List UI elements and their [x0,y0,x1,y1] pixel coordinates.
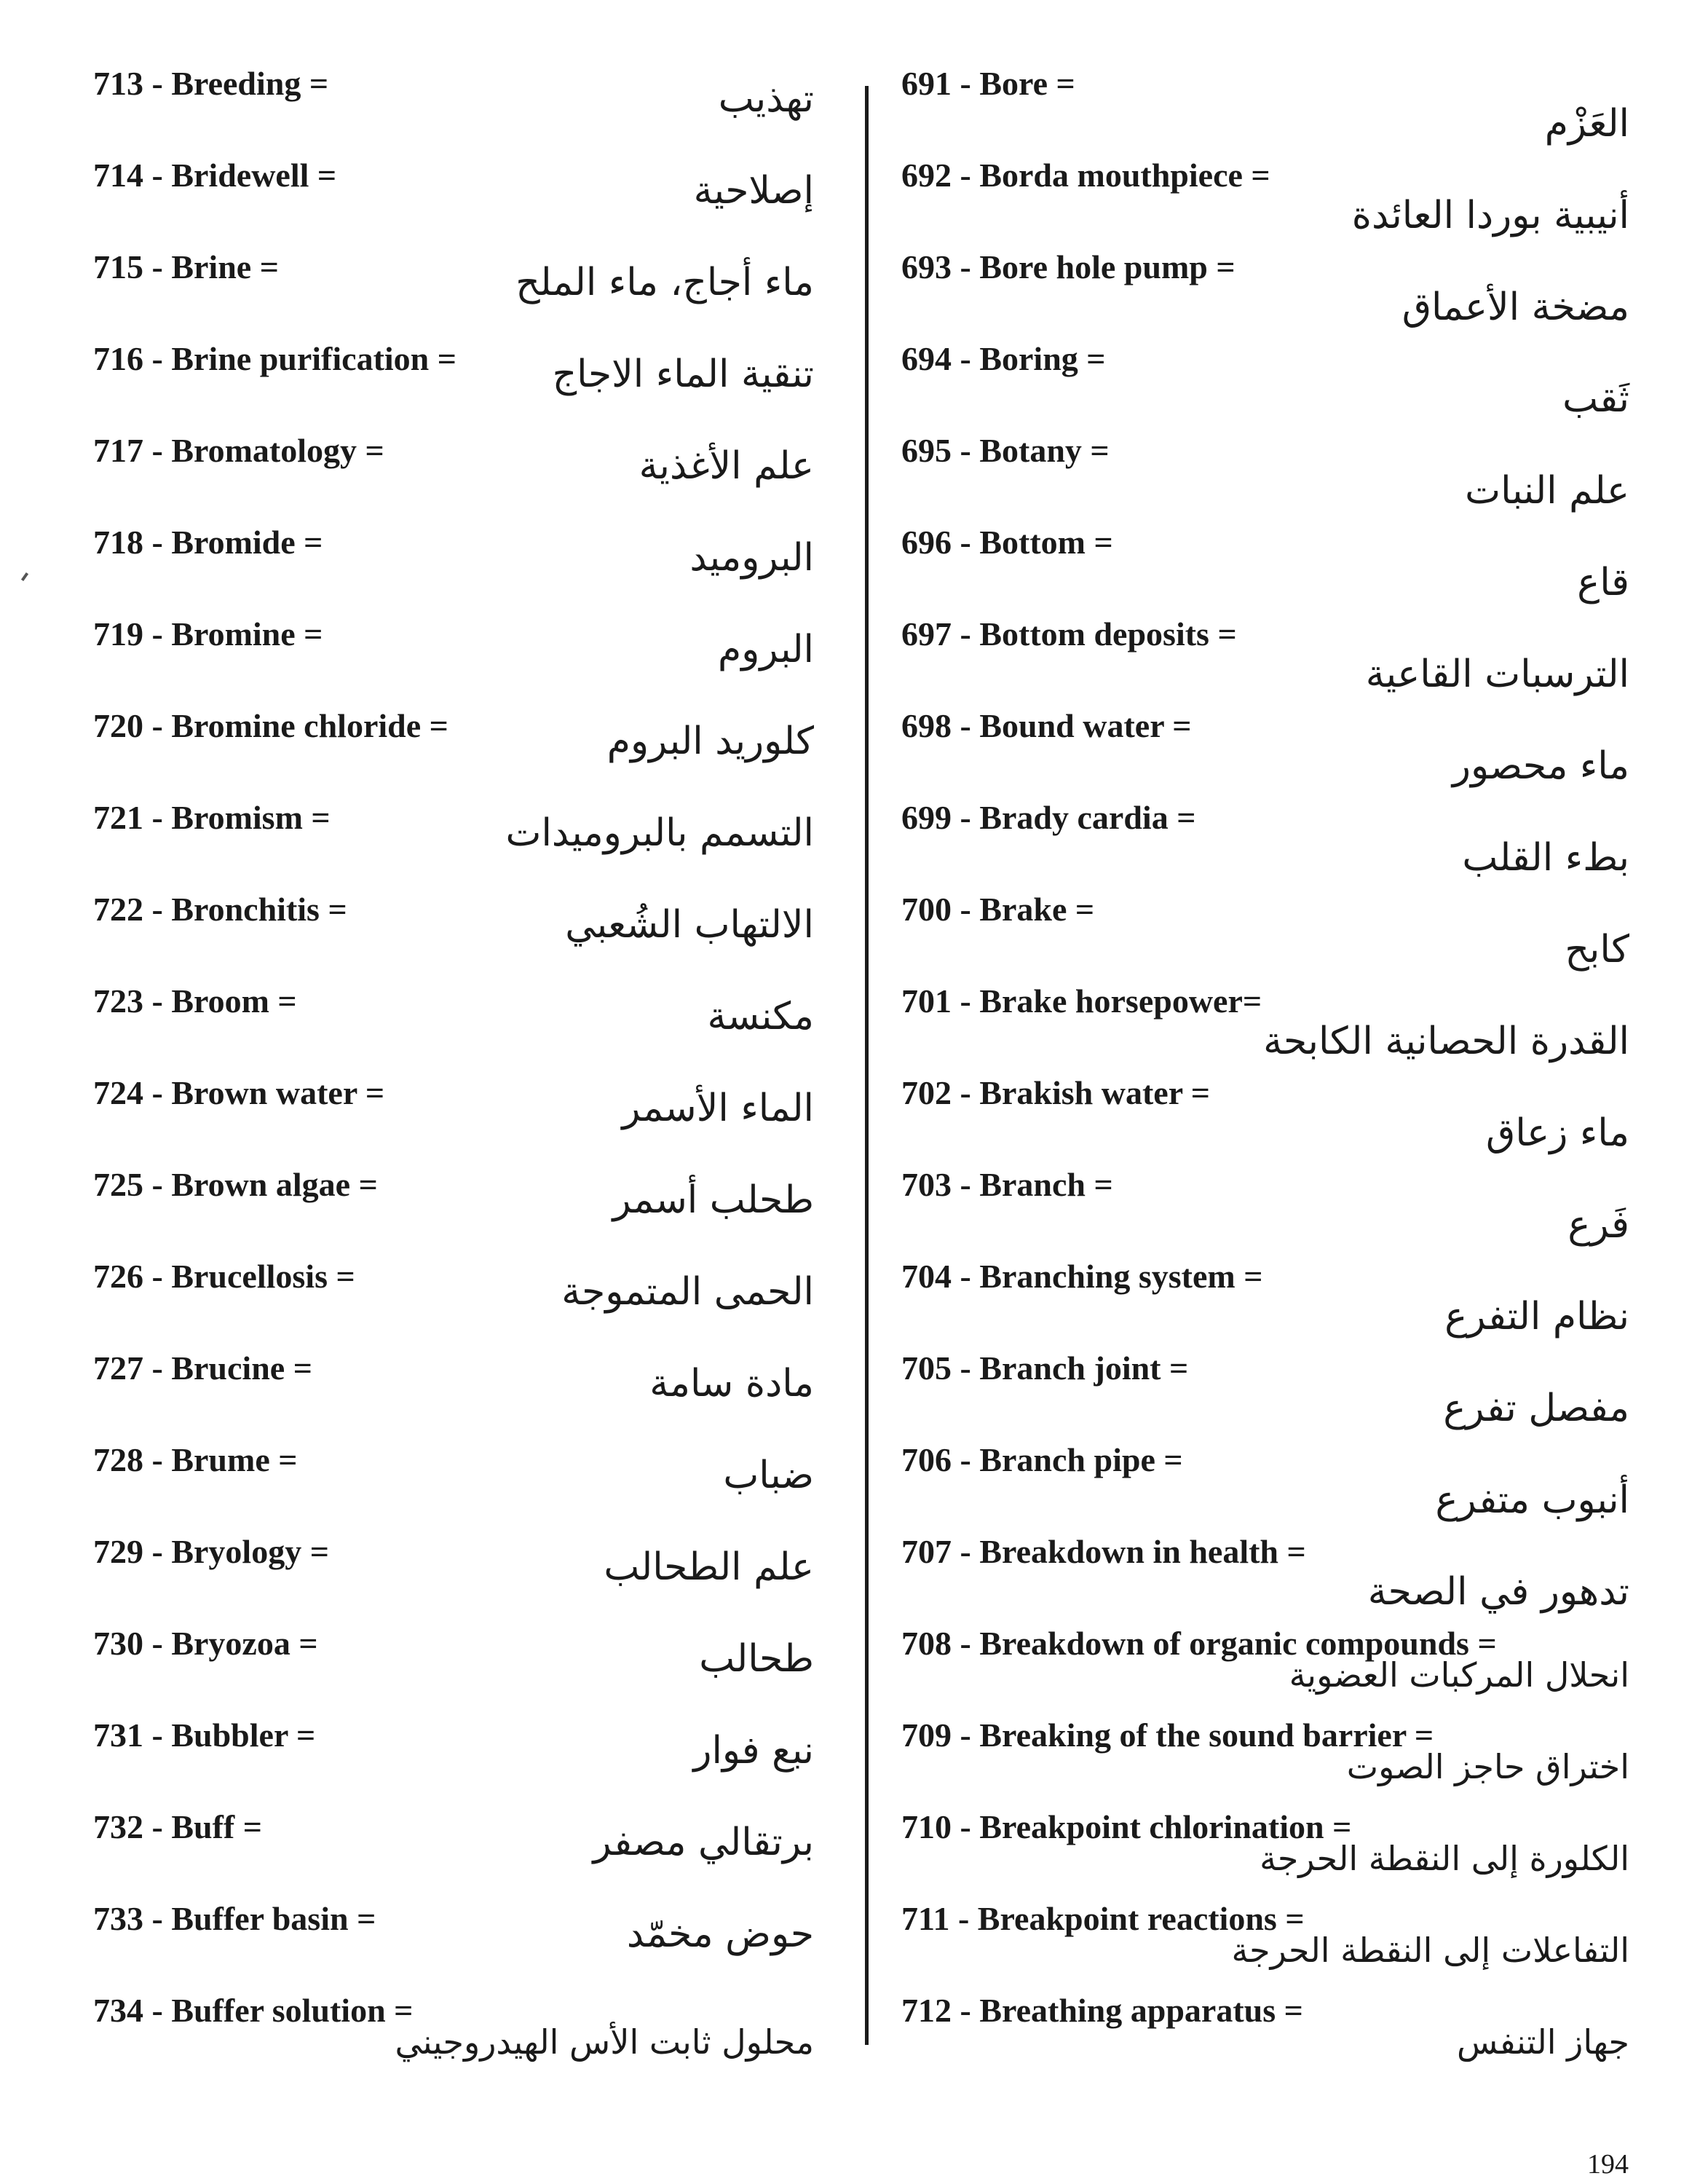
arabic-translation: مفصل تفرع [1443,1387,1629,1430]
english-term: 697 - Bottom deposits = [901,615,1237,653]
arabic-translation: نبع فوار [693,1729,814,1773]
arabic-translation: حوض مخمّد [626,1912,814,1956]
glossary-entry [901,1168,1629,1260]
english-term: 733 - Buffer basin = [93,1900,376,1937]
english-term: 713 - Breeding = [93,65,329,102]
arabic-translation: البروميد [689,536,814,580]
english-term: 703 - Branch = [901,1166,1113,1203]
english-term: 729 - Bryology = [93,1533,329,1570]
english-term: 699 - Brady cardia = [901,799,1196,836]
arabic-translation: ماء أجاج، ماء الملح [515,261,814,304]
english-term: 734 - Buffer solution = [93,1992,414,2029]
glossary-entry [901,342,1629,434]
arabic-translation: طحالب [699,1637,814,1681]
arabic-translation: علم النبات [1465,469,1629,513]
english-term: 708 - Breakdown of organic compounds = [901,1625,1497,1662]
english-term: 730 - Bryozoa = [93,1625,318,1662]
english-term: 726 - Brucellosis = [93,1258,355,1295]
arabic-translation: علم الطحالب [604,1545,814,1589]
arabic-translation: ماء زعاق [1485,1111,1629,1155]
english-term: 714 - Bridewell = [93,157,337,194]
glossary-entry [93,1994,821,2086]
english-term: 728 - Brume = [93,1441,298,1478]
left-glossary-column [93,67,821,2086]
glossary-entry [901,1260,1629,1352]
arabic-translation: ضباب [723,1454,814,1497]
glossary-entry [901,159,1629,251]
glossary-entry [93,1168,821,1260]
arabic-translation: أنيبية بوردا العائدة [1351,194,1629,237]
glossary-entry [901,1535,1629,1627]
arabic-translation: مكنسة [707,995,814,1038]
glossary-entry [93,1260,821,1352]
glossary-entry [93,615,821,709]
glossary-entry [901,615,1629,709]
arabic-translation: القدرة الحصانية الكابحة [1263,1020,1629,1063]
english-term: 721 - Bromism = [93,799,331,836]
english-term: 696 - Bottom = [901,524,1113,561]
arabic-translation: الماء الأسمر [622,1087,814,1130]
english-term: 725 - Brown algae = [93,1166,378,1203]
arabic-translation: اختراق حاجز الصوت [1346,1747,1629,1786]
arabic-translation: الكلورة إلى النقطة الحرجة [1260,1839,1629,1878]
right-glossary-column [901,67,1629,2086]
arabic-translation: تهذيب [718,77,814,121]
glossary-entry [901,1076,1629,1168]
glossary-entry [93,1716,821,1810]
english-term: 722 - Bronchitis = [93,891,347,928]
english-term: 705 - Branch joint = [901,1349,1189,1387]
english-term: 707 - Breakdown in health = [901,1533,1306,1570]
glossary-entry [901,1716,1629,1810]
page-number: 194 [1587,2149,1629,2180]
arabic-translation: علم الأغذية [639,444,814,488]
english-term: 719 - Bromine = [93,615,323,653]
english-term: 694 - Boring = [901,340,1106,377]
glossary-entry [93,67,821,159]
glossary-entry [901,1349,1629,1443]
english-term: 701 - Brake horsepower= [901,982,1262,1020]
glossary-entry [93,342,821,434]
glossary-entry [93,526,821,618]
glossary-entry [93,893,821,985]
glossary-entry [93,1443,821,1535]
english-term: 709 - Breaking of the sound barrier = [901,1716,1434,1754]
arabic-translation: مادة سامة [649,1362,814,1406]
english-term: 695 - Botany = [901,432,1110,469]
glossary-entry [93,801,821,893]
english-term: 692 - Borda mouthpiece = [901,157,1270,194]
english-term: 706 - Branch pipe = [901,1441,1183,1478]
glossary-entry [93,159,821,251]
english-term: 691 - Bore = [901,65,1075,102]
arabic-translation: قاع [1577,561,1629,604]
english-term: 727 - Brucine = [93,1349,312,1387]
english-term: 723 - Broom = [93,982,297,1020]
english-term: 710 - Breakpoint chlorination = [901,1808,1352,1845]
glossary-entry [901,893,1629,985]
arabic-translation: ماء محصور [1452,744,1629,788]
glossary-entry [93,1349,821,1443]
arabic-translation: الحمى المتموجة [561,1270,814,1314]
english-term: 693 - Bore hole pump = [901,248,1236,285]
english-term: 724 - Brown water = [93,1074,385,1111]
arabic-translation: جهاز التنفس [1457,2022,1629,2062]
glossary-entry [901,709,1629,801]
arabic-translation: انحلال المركبات العضوية [1289,1655,1629,1695]
glossary-entry [93,1627,821,1719]
glossary-entry [901,1902,1629,1994]
arabic-translation: تدهور في الصحة [1367,1570,1629,1614]
english-term: 711 - Breakpoint reactions = [901,1900,1305,1937]
english-term: 720 - Bromine chloride = [93,707,448,744]
english-term: 704 - Branching system = [901,1258,1263,1295]
arabic-translation: العَزْم [1544,102,1629,146]
glossary-entry [93,982,821,1076]
stray-pen-mark [21,572,28,581]
arabic-translation: برتقالي مصفر [593,1821,814,1864]
glossary-entry [93,709,821,801]
glossary-entry [901,1810,1629,1902]
arabic-translation: البروم [718,628,814,671]
glossary-entry [901,801,1629,893]
arabic-translation: التفاعلات إلى النقطة الحرجة [1231,1931,1629,1970]
english-term: 700 - Brake = [901,891,1095,928]
arabic-translation: طحلب أسمر [612,1178,814,1222]
arabic-translation: إصلاحية [693,169,814,213]
arabic-translation: ثَقب [1562,377,1629,421]
english-term: 702 - Brakish water = [901,1074,1211,1111]
arabic-translation: فَرع [1567,1203,1629,1247]
arabic-translation: الالتهاب الشُعبي [565,903,814,947]
arabic-translation: تنقية الماء الاجاج [552,352,814,396]
arabic-translation: الترسبات القاعية [1365,653,1629,696]
arabic-translation: نظام التفرع [1444,1295,1629,1339]
glossary-entry [901,526,1629,618]
glossary-entry [93,248,821,342]
english-term: 731 - Bubbler = [93,1716,316,1754]
arabic-translation: بطء القلب [1462,836,1629,880]
english-term: 715 - Brine = [93,248,279,285]
glossary-entry [901,1443,1629,1535]
arabic-translation: مضخة الأعماق [1401,285,1629,329]
english-term: 732 - Buff = [93,1808,262,1845]
arabic-translation: التسمم بالبروميدات [505,811,814,855]
glossary-entry [901,67,1629,159]
english-term: 712 - Breathing apparatus = [901,1992,1303,2029]
arabic-translation: كلوريد البروم [606,720,814,763]
glossary-entry [93,434,821,526]
glossary-entry [901,1994,1629,2086]
english-term: 718 - Bromide = [93,524,323,561]
english-term: 698 - Bound water = [901,707,1192,744]
glossary-entry [93,1076,821,1168]
arabic-translation: كابح [1565,928,1629,971]
glossary-entry [901,248,1629,342]
glossary-entry [901,434,1629,526]
glossary-entry [93,1902,821,1994]
glossary-entry [93,1535,821,1627]
glossary-entry [901,1627,1629,1719]
column-divider [865,86,869,2045]
glossary-entry [901,982,1629,1076]
arabic-translation: أنبوب متفرع [1435,1478,1629,1522]
english-term: 717 - Bromatology = [93,432,384,469]
english-term: 716 - Brine purification = [93,340,456,377]
glossary-entry [93,1810,821,1902]
arabic-translation: محلول ثابت الأس الهيدروجيني [395,2022,814,2062]
